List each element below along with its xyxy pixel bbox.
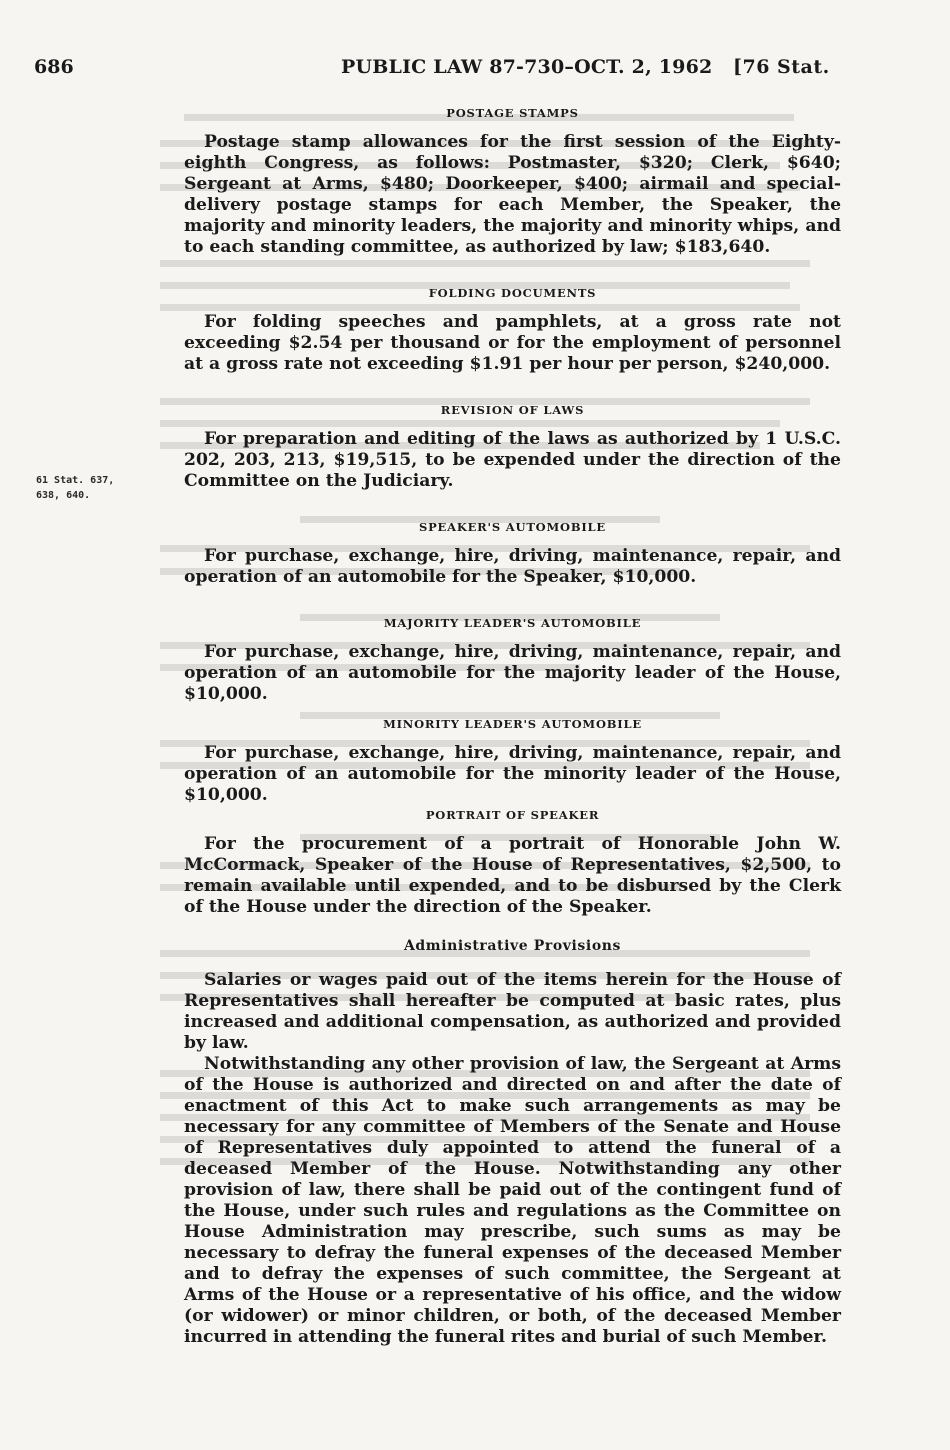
section-heading-speakers-automobile: SPEAKER'S AUTOMOBILE (418, 520, 606, 534)
paragraph-minority-leaders-automobile: For purchase, exchange, hire, driving, maintenance, repair, and operation of an automobile for the minority leader of the House, $10,000. (184, 743, 841, 805)
section-heading-portrait-of-speaker: PORTRAIT OF SPEAKER (425, 808, 600, 822)
document-body (184, 106, 841, 1348)
page-number: 686 (34, 56, 74, 78)
paragraph-revision-of-laws: For preparation and editing of the laws as authorized by 1 U.S.C. 202, 203, 213, $19,515, to be expended under the direction of the Committee on the Judiciary. (184, 429, 841, 491)
section-heading-folding-documents: FOLDING DOCUMENTS (428, 286, 597, 300)
marginal-citation (36, 473, 154, 503)
section-heading-revision-of-laws: REVISION OF LAWS (440, 403, 585, 417)
section-heading-minority-leaders-automobile: MINORITY LEADER'S AUTOMOBILE (383, 717, 642, 731)
section-heading-administrative-provisions: Administrative Provisions (403, 938, 622, 954)
paragraph-folding-documents: For folding speeches and pamphlets, at a gross rate not exceeding $2.54 per thousand or for the employment of personnel at a gross rate not exceeding $1.91 per hour per person, $240,000. (184, 312, 841, 374)
paragraph-postage-stamps: Postage stamp allowances for the first session of the Eighty-eighth Congress, as follows: Postmaster, $320; Clerk, $640; Sergeant at Arms, $480; Doorkeeper, $400; airmail and special-delivery postage stamps for each Member, the Speaker, the majority and minority leaders, the majority and minority whips, and to each standing committee, as authorized by law; $183,640. (184, 132, 841, 257)
page-header (0, 56, 950, 88)
marginal-citation-line: 638, 640. (36, 490, 91, 501)
running-title: PUBLIC LAW 87-730–OCT. 2, 1962 (341, 56, 713, 78)
section-heading-postage-stamps: POSTAGE STAMPS (446, 106, 579, 120)
paragraph-administrative-funeral: Notwithstanding any other provision of law, the Sergeant at Arms of the House is authorized and directed on and after the date of enactment of this Act to make such arrangements as may be necessary for any committee of Members of the Senate and House of Representatives duly appointed to attend the funeral of a deceased Member of the House. Notwithstanding any other provision of law, there shall be paid out of the contingent fund of the House, under such rules and regulations as the Committee on House Administration may prescribe, such sums as may be necessary to defray the funeral expenses of the deceased Member and to defray the expenses of such committee, the Sergeant at Arms of the House or a representative of his office, and the widow (or widower) or minor children, or both, of the deceased Member incurred in attending the funeral rites and burial of such Member. (184, 1054, 841, 1347)
paragraph-portrait-of-speaker: For the procurement of a portrait of Honorable John W. McCormack, Speaker of the House of Representatives, $2,500, to remain available until expended, and to be disbursed by the Clerk of the House under the direction of the Speaker. (184, 834, 841, 917)
paragraph-speakers-automobile: For purchase, exchange, hire, driving, maintenance, repair, and operation of an automobile for the Speaker, $10,000. (184, 546, 841, 587)
paragraph-majority-leaders-automobile: For purchase, exchange, hire, driving, maintenance, repair, and operation of an automobile for the majority leader of the House, $10,000. (184, 642, 841, 704)
paragraph-administrative-salaries: Salaries or wages paid out of the items herein for the House of Representatives shall hereafter be computed at basic rates, plus increased and additional compensation, as authorized and provided by law. (184, 970, 841, 1053)
section-heading-majority-leaders-automobile: MAJORITY LEADER'S AUTOMOBILE (383, 616, 642, 630)
volume-reference: [76 Stat. (733, 56, 830, 78)
marginal-citation-line: 61 Stat. 637, (36, 475, 115, 486)
